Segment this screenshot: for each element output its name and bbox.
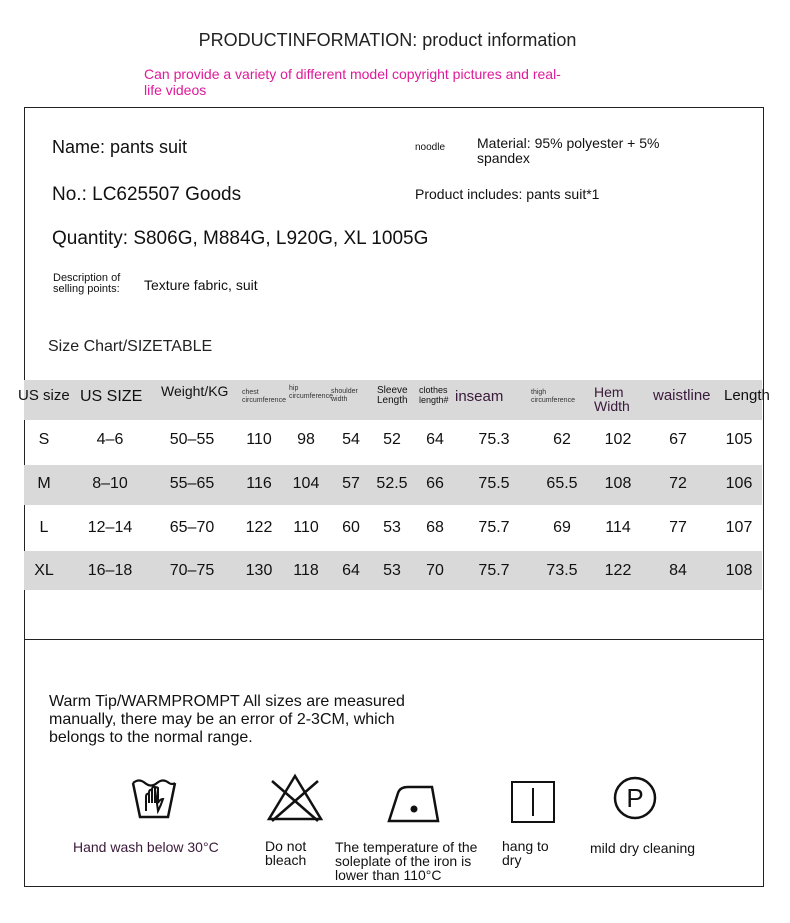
care-label-hang-dry: hang to dry — [502, 838, 549, 868]
table-cell: 4–6 — [96, 431, 124, 448]
table-cell: 54 — [342, 431, 360, 448]
table-cell: 75.7 — [478, 562, 510, 579]
table-cell: 75.7 — [478, 519, 510, 536]
table-cell: 102 — [604, 431, 632, 448]
svg-text:P: P — [626, 783, 644, 813]
header-clothes-length: clothes length# — [419, 385, 449, 405]
table-cell: 75.3 — [478, 431, 510, 448]
table-cell: 16–18 — [87, 562, 133, 579]
table-cell: 55–65 — [169, 475, 215, 492]
no-bleach-icon — [266, 773, 324, 828]
product-quantity: Quantity: S806G, M884G, L920G, XL 1005G — [52, 228, 429, 249]
table-cell: 122 — [245, 519, 273, 536]
warm-tip: Warm Tip/WARMPROMPT All sizes are measured manually, there may be an error of 2-3CM, which belongs to the normal range. — [49, 693, 405, 746]
header-waistline: waistline — [653, 387, 711, 404]
table-cell: 52.5 — [376, 475, 408, 492]
table-cell: 50–55 — [169, 431, 215, 448]
product-includes: Product includes: pants suit*1 — [415, 186, 600, 202]
table-cell: 107 — [725, 519, 753, 536]
table-cell: 60 — [342, 519, 360, 536]
table-cell: 104 — [292, 475, 320, 492]
table-cell: 53 — [383, 562, 401, 579]
noodle-label: noodle — [415, 142, 446, 153]
table-cell: 68 — [426, 519, 444, 536]
table-cell: 67 — [669, 431, 687, 448]
table-cell: 53 — [383, 519, 401, 536]
header-us-size: US size — [18, 387, 70, 404]
table-cell: 70 — [426, 562, 444, 579]
product-name: Name: pants suit — [52, 137, 188, 157]
header-hip: hip circumference — [289, 385, 333, 400]
table-cell: XL — [34, 562, 54, 579]
table-cell: 72 — [669, 475, 687, 492]
copyright-notice: Can provide a variety of different model copyright pictures and real-life videos — [144, 66, 561, 98]
header-sleeve: Sleeve Length — [377, 385, 408, 406]
product-number: No.: LC625507 Goods — [52, 184, 242, 205]
care-label-iron: The temperature of the soleplate of the iron is lower than 110°C — [335, 839, 478, 883]
table-cell: 122 — [604, 562, 632, 579]
header-length: Length — [724, 387, 770, 404]
table-cell: 98 — [297, 431, 315, 448]
selling-points-value: Texture fabric, suit — [144, 277, 258, 293]
page-title: PRODUCTINFORMATION: product information — [198, 30, 577, 50]
table-cell: 8–10 — [92, 475, 128, 492]
hand-wash-icon — [130, 775, 178, 828]
table-cell: 118 — [293, 562, 319, 579]
table-cell: 75.5 — [478, 475, 510, 492]
iron-icon — [386, 781, 442, 830]
care-label-dry-clean: mild dry cleaning — [590, 840, 696, 856]
table-cell: 52 — [383, 431, 401, 448]
header-us-size-range: US SIZE — [80, 388, 143, 405]
table-cell: 73.5 — [546, 562, 578, 579]
hang-dry-icon — [510, 780, 556, 829]
selling-points-label: Description of selling points: — [53, 272, 121, 295]
table-cell: 110 — [293, 519, 319, 536]
table-cell: 108 — [604, 475, 632, 492]
care-label-no-bleach: Do not bleach — [265, 838, 307, 868]
table-cell: S — [38, 431, 50, 448]
table-cell: 114 — [605, 519, 631, 536]
header-weight: Weight/KG — [161, 383, 229, 399]
table-cell: L — [39, 519, 49, 536]
table-cell: 106 — [725, 475, 753, 492]
material-info: Material: 95% polyester + 5% spandex — [477, 135, 660, 166]
header-chest: chest circumference — [242, 389, 286, 404]
table-cell: 108 — [725, 562, 753, 579]
table-cell: 64 — [426, 431, 444, 448]
header-hem-width: Hem Width — [594, 384, 630, 414]
dry-clean-icon — [612, 775, 658, 826]
care-label-hand-wash: Hand wash below 30°C — [73, 839, 219, 855]
table-cell: 65–70 — [169, 519, 215, 536]
table-cell: 110 — [246, 431, 272, 448]
size-chart-title: Size Chart/SIZETABLE — [48, 338, 213, 355]
table-cell: 77 — [669, 519, 687, 536]
table-cell: M — [37, 475, 51, 492]
table-cell: 62 — [553, 431, 571, 448]
table-cell: 57 — [342, 475, 360, 492]
table-cell: 12–14 — [87, 519, 133, 536]
table-cell: 105 — [725, 431, 753, 448]
table-cell: 116 — [246, 475, 272, 492]
table-cell: 65.5 — [546, 475, 578, 492]
header-thigh: thigh circumference — [531, 389, 575, 404]
table-cell: 130 — [245, 562, 273, 579]
header-inseam: inseam — [455, 388, 504, 405]
table-cell: 84 — [669, 562, 687, 579]
table-cell: 70–75 — [169, 562, 215, 579]
table-cell: 64 — [342, 562, 360, 579]
header-shoulder: shoulder width — [331, 388, 358, 403]
table-cell: 66 — [426, 475, 444, 492]
table-cell: 69 — [553, 519, 571, 536]
